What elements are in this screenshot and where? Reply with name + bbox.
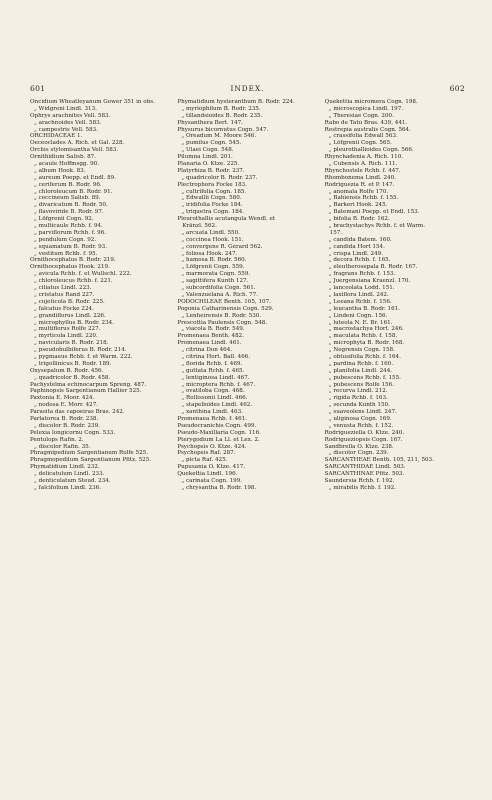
index-entry: „ multicaule Rchb. f. 94. [34,223,103,230]
index-entry: „ convergens R. Gérard 562. [181,243,263,250]
index-entry: Psychopsis Raf. 287. [177,450,236,457]
index-entry: Restrepia australis Cogn. 564. [324,126,411,133]
index-entry: „ brachystachys Rchb. f. et Warm. [328,223,426,230]
index-entry: Kränzl. 562. [182,223,217,230]
index-entry: Rhombonema Lindl. 240. [324,174,396,181]
index-entry: „ vestitum Rchb. f. 95. [34,250,98,257]
index-entry: „ trigollinicus B. Rodr. 189. [34,360,112,367]
index-entry: „ carinata Cogn. 199. [181,477,243,484]
index-entry: „ cujeticola B. Rodr. 225. [34,298,105,305]
index-entry: Rabo de Tatú Bras. 439, 441. [324,119,408,126]
index-entry: „ mirabilis Rchb. f. 192. [328,484,396,491]
index-entry: „ venusta Rchb. f. 152. [328,422,394,429]
index-entry: „ navicularis B. Rodr. 218. [34,340,109,347]
index-entry: „ Lenheirensis B. Rodr. 530. [181,312,262,319]
index-entry: „ crispa Lindl. 249. [328,250,383,257]
index-entry: Plectrophora Focke 183. [177,181,247,188]
index-entry: „ Cubensis A. Rich. 111. [328,161,398,168]
index-entry: Psychopsis O. Ktze. 424. [177,443,247,450]
index-entry: „ guttata Rchb. f. 465. [181,367,245,374]
index-entry: Planaria O. Ktze. 225. [177,161,240,168]
index-entry: „ parviflorum Rchb. f. 96. [34,229,107,236]
index-entry: „ divaricatum B. Rodr. 50. [34,202,108,209]
index-entry: Orchis stylomisantha Vell. 583. [30,147,119,154]
index-entry: „ citrina Hort. Ball. 466. [181,353,251,360]
index-entry: „ luteola N. E. Br. 161. [328,319,393,326]
index-entry: „ nodosa E. Morr. 427. [34,402,99,409]
index-entry: Ornithocephalus B. Rodr. 219. [30,257,116,264]
index-entry: Phymatidium Lindl. 232. [30,464,100,471]
index-entry: SARCANTHINAE Pfitz. 503. [324,471,405,478]
index-entry: 157. [329,229,343,236]
index-entry: Pachystelma echinocarpum Spreng. 487. [30,381,147,388]
index-entry: Pupusania O. Ktze. 417. [177,464,246,471]
index-entry: „ discolor B. Rodr. 239. [34,422,100,429]
index-entry: Physurus bicornutus Cogn. 547. [177,126,269,133]
index-entry: „ acaule Hoffmsgg. 90. [34,161,99,168]
index-entry: SARCANTHEAE Benth. 105, 211, 503. [324,457,434,464]
index-entry: „ laxiflora Lindl. 242. [328,291,389,298]
index-entry: „ pumilus Cogn. 545. [181,140,242,147]
index-entry: „ picta Raf. 425. [181,457,228,464]
index-entry: „ coccineum Salisb. 89. [34,195,101,202]
index-entry: Pogonia Catharinensis Cogn. 529. [177,305,274,312]
index-entry: „ album Hook. 83. [34,167,86,174]
index-entry: „ Rollissonii Lindl. 466. [181,395,248,402]
index-entry: Sandbrella O. Ktze. 238. [324,443,394,450]
index-entry: Pleurothallis acutangula Wendl. et [177,216,276,223]
index-entry: „ ovatiloba Cogn. 468. [181,388,245,395]
index-column-2 [177,99,317,689]
index-entry: Quekettia Lindl. 196. [177,471,238,478]
index-entry: Ophrys arachnites Vell. 583. [30,112,111,119]
index-entry: „ marmorata Cogn. 559. [181,271,251,278]
page-title: INDEX. [230,84,265,93]
index-entry: „ Löfgrenii Cogn. 565. [328,140,392,147]
index-entry: Physanthera Bert. 147. [177,119,243,126]
index-entry: „ crassifolia Edwall 563. [328,133,398,140]
index-entry: „ Valenzuelana A. Rich. 77. [181,291,259,298]
index-entry: „ falcifolium Lindl. 236. [34,484,101,491]
index-entry: „ decora Rchb. f. 165. [328,257,391,264]
index-entry: Oxysepalum B. Rodr. 456. [30,367,104,374]
index-entry: „ chrysantha B. Rodr. 198. [181,484,257,491]
index-entry: „ campestris Vell. 583. [34,126,98,133]
page-number-left: 601 [30,84,46,93]
index-entry: „ xanthina Lindl. 463. [181,409,243,416]
index-entry: Rodrigueziopsis Cogn. 167. [324,436,403,443]
index-entry: „ pygmaeus Rchb. f. et Warm. 222. [34,353,133,360]
index-entry: „ macrostachya Hort. 246. [328,326,404,333]
index-entry: Saundersia Rchb. f. 192. [324,477,395,484]
index-entry: „ foliosa Hook. 247. [181,250,238,257]
index-entry: „ subcordifolia Cogn. 561. [181,285,256,292]
index-entry: „ myriophilum B. Rodr. 235. [181,105,261,112]
index-entry: „ fragrans Rchb. f. 153. [328,271,396,278]
index-entry: „ flavoviride B. Rodr. 97. [34,209,104,216]
index-entry: „ squamatum B. Rodr. 93. [34,243,107,250]
index-entry: „ hamosa B. Rodr. 560. [181,257,247,264]
index-entry: „ leucantha B. Rodr. 161. [328,305,400,312]
index-entry: „ sagittifera Kunth 127. [181,278,249,285]
index-entry: „ discolor Rafin. 35. [34,443,91,450]
index-entry: Promenaea Benth. 482. [177,333,244,340]
index-entry: Promenaea Lindl. 461. [177,340,242,347]
index-entry: „ chloroleucum B. Rodr. 91. [34,188,113,195]
index-entry: „ discolor Cogn. 239. [328,450,389,457]
index-entry: „ Juergensiana Kraenzl. 170. [328,278,411,285]
index-entry: Phymatidium hysteranthum B. Rodr. 224. [177,99,295,105]
index-entry: Platyrhiza B. Rodr. 237. [177,167,245,174]
index-entry: Ornithocephalus Hook. 219. [30,264,110,271]
index-entry: „ quadricolor B. Rodr. 458. [34,374,111,381]
index-entry: „ quadricolor B. Rodr. 237. [181,174,258,181]
index-column-1 [30,99,170,689]
index-entry: Pelexia longicornu Cogn. 533. [30,429,116,436]
index-entry: ORCHIDACEAE 1. [30,133,83,140]
index-entry: „ pardina Rchb. f. 160. [328,360,393,367]
index-entry: „ uliginosa Cogn. 169. [328,415,392,422]
index-entry: Rodrigueziella O. Ktze. 240. [324,429,405,436]
index-entry: „ Negrensis Cogn. 158. [328,347,395,354]
index-entry: Pseudo-Maxillaria Cogn. 116. [177,429,261,436]
index-entry: „ pleurothallioides Cogn. 566. [328,147,414,154]
index-entry: „ eleutherosepala B. Rodr. 167. [328,264,418,271]
index-entry: Parlatorea B. Rodr. 238. [30,415,99,422]
index-entry: „ pendulum Cogn. 92. [34,236,97,243]
index-entry: „ florida Rchb. f. 469. [181,360,243,367]
index-entry: „ Widgreni Lindl. 313. [34,105,97,112]
index-entry: „ grandiflorus Lindl. 226. [34,312,106,319]
index-entry: „ Batemani Poepp. et Endl. 153. [328,209,420,216]
index-entry: „ lanceolata Lodd. 151. [328,285,395,292]
index-entry: „ microptera Rchb. f. 467. [181,381,256,388]
index-entry: „ Bahiensis Rchb. f. 155. [328,195,399,202]
index-entry: „ secunda Kunth 150. [328,402,390,409]
index-entry: Rhynchostele Rchb. f. 447. [324,167,401,174]
index-entry: „ candida Batem. 160. [328,236,392,243]
index-entry: „ Lindeni Cogn. 156. [328,312,388,319]
index-entry: „ pubescens Rolfe 156. [328,381,394,388]
index-entry: „ rigida Rchb. f. 163. [328,395,388,402]
index-entry: Phragmopedilum Sargentianum Pfitz. 525. [30,457,152,464]
index-entry: „ Ulaei Cogn. 548. [181,147,234,154]
index-entry: Oncidium Wheatleyanum Gower 351 in obs. [30,99,155,105]
index-entry: Quekettia micromera Cogn. 198. [324,99,418,105]
index-entry: „ iridifolia Focke 184. [181,202,243,209]
index-columns [30,99,465,689]
index-entry: „ Barkeri Hook. 245. [328,202,388,209]
index-entry: Paphinopsis Sargentianum Hallier 525. [30,388,142,395]
page-number-right: 602 [449,84,465,93]
index-column-3 [325,99,465,689]
index-entry: „ candida Hort 154. [328,243,385,250]
index-entry: „ chloroleucus Rchb. f. 221. [34,278,113,285]
index-entry: „ Löfgrenii Cogn. 92. [34,216,94,223]
index-entry: Pentulops Rafin. 2. [30,436,84,443]
index-entry: „ falcatus Focke 224. [34,305,94,312]
index-entry: Prescottia Paulensis Cogn. 548. [177,319,268,326]
index-entry: „ avicula Rchb. f. et Wullschl. 222. [34,271,132,278]
index-entry: „ Leeana Rchb. f. 156. [328,298,392,305]
index-entry: Rhynchadenia A. Rich. 110. [324,154,404,161]
index-entry: „ Edwallii Cogn. 580. [181,195,242,202]
index-entry: Ornithidium Salisb. 87. [30,154,96,161]
index-entry: „ ciliatus Lindl. 223. [34,285,92,292]
index-entry: „ ceriferum B. Rodr. 96. [34,181,102,188]
index-entry: Oeceoclades A. Rich. et Gal. 228. [30,140,125,147]
index-entry: „ suaveolens Lindl. 247. [328,409,397,416]
index-entry: PODOCHILEAE Benth. 105, 107. [177,298,271,305]
index-entry: „ pubescens Rchb. f. 155. [328,374,401,381]
index-entry: „ delicatulum Lindl. 233. [34,471,105,478]
index-entry: „ cristatus Rand 227. [34,291,95,298]
index-entry: „ triquetra Cogn. 184. [181,209,245,216]
index-entry: „ arachnoides Vell. 583. [34,119,102,126]
index-entry: „ aureum Poepp. et Endl. 89. [34,174,117,181]
index-entry: „ microphyllus B. Rodr. 234. [34,319,115,326]
index-entry: Parasita das capoeiras Bras. 242. [30,409,125,416]
index-entry: „ lentiginosa Lindl. 467. [181,374,250,381]
index-entry: „ maculata Rchb. f. 158. [328,333,398,340]
index-entry: Pterygodium La Ll. et Lex. 2. [177,436,260,443]
index-entry: „ denticulatum Steud. 234. [34,477,111,484]
index-entry: „ obtusifolia Rchb. f. 164. [328,353,401,360]
index-entry: „ arcuata Lindl. 550. [181,229,240,236]
index-entry: „ tillandsioides B. Rodr. 235. [181,112,263,119]
index-entry: „ citrina Don 464. [181,347,233,354]
index-entry: „ microscopica Lindl. 197. [328,105,404,112]
index-entry: SARCANTHIDAE Lindl. 503. [324,464,406,471]
index-entry: „ recurva Lindl. 212. [328,388,388,395]
index-entry: Rodriguezia R. et P. 147. [324,181,395,188]
index-entry: „ anomala Rolfe 170. [328,188,389,195]
page-header [30,84,465,96]
index-entry: „ microphyta B. Rodr. 168. [328,340,405,347]
index-entry: „ bifolia B. Rodr. 162. [328,216,390,223]
index-entry: „ cultrifolia Cogn. 185. [181,188,247,195]
index-entry: Pseudocranichis Cogn. 499. [177,422,257,429]
index-entry: „ Theresiae Cogn. 200. [328,112,394,119]
index-entry: „ viacola B. Rodr. 549. [181,326,245,333]
index-entry: „ Löfgrenii Cogn. 559. [181,264,245,271]
index-entry: Paxtonia E. Moor. 424. [30,395,95,402]
index-entry: „ coccinea Hook. 151. [181,236,244,243]
index-entry: Phragmipedium Sargentianum Rolfe 525. [30,450,148,457]
index-entry: „ planifolia Lindl. 244. [328,367,393,374]
index-entry: „ myrticola Lindl. 220. [34,333,98,340]
index-entry: Pilumna Lindl. 201. [177,154,233,161]
index-entry: „ pseudobulbiferus B. Rodr. 214. [34,347,127,354]
index-entry: Promenaea Rchb. f. 461. [177,415,248,422]
index-entry: „ Oreadum M. Moore 546. [181,133,257,140]
index-entry: „ stapelioides Lindl. 462. [181,402,253,409]
index-entry: „ multiflorus Rolfe 227. [34,326,101,333]
